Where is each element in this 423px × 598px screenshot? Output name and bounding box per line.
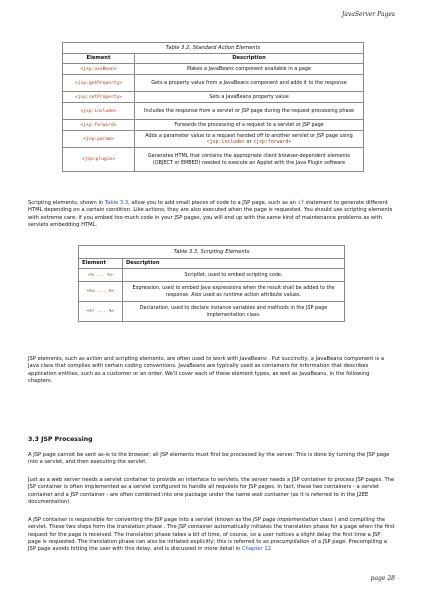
- element-description: Makes a JavaBeans component available in a page: [135, 64, 364, 75]
- link-table-3-3[interactable]: Table 3.3: [104, 200, 129, 206]
- element-code: <jsp:plugin>: [81, 157, 116, 163]
- table-scripting-elements: [78, 245, 345, 322]
- table-row: [79, 269, 345, 282]
- element-code: <%! ... %>: [86, 309, 115, 315]
- paragraph-javabeans: JSP elements, such as action and scripting elements, are often used to work with JavaBeans . Put succinctly, a JavaBeans component is a Java class that complies with certain coding conventions. JavaBeans are typically used as containers for information that describes application entities, such as a customer or an order. We'll cover each of these element types, as well as JavaBeans, in the following chapters.: [28, 356, 385, 384]
- link-chapter-12[interactable]: Chapter 12: [241, 546, 271, 553]
- table-row: [63, 64, 364, 75]
- table-header-description: Description: [123, 259, 345, 269]
- inline-code: if: [297, 200, 304, 206]
- table-standard-action-elements: [62, 42, 364, 172]
- paragraph-processing-2: Just as a web server needs a servlet container to provide an interface to servlets, the server needs a JSP container to process JSP pages. The JSP container is often implemented as a servlet configured to handle all requests for JSP pages. In fact, these two containers - a servlet container and a JSP container - are often combined into one package under the name web container (as it is referred to in the J2EE documentation).: [28, 477, 395, 505]
- element-description: Includes the response from a servlet or JSP page during the request processing phase: [135, 103, 364, 120]
- paragraph-processing-3: A JSP container is responsible for converting the JSP page into a servlet (known as the JSP page implementation class ) and compiling the servlet. These two steps form the translation phase . The JSP container automatically initiates the translation phase for a page when the first request for the page is received. The translation phase takes a bit of time, of course, so a user notices a slight delay the first time a JSP page is requested. The translation phase can also be initiated explicitly; this is referred to as precompilation of a JSP page. Precompiling a JSP page avoids hitting the user with this delay, and is discussed in more detail in Chapter 12.: [28, 517, 395, 553]
- table-caption: Table 3.3, Scripting Elements: [79, 246, 345, 259]
- page-number: page 28: [370, 575, 395, 582]
- table-header-description: Description: [135, 54, 364, 64]
- table-header-element: Element: [79, 259, 123, 269]
- inline-code: <jsp:include>: [206, 139, 245, 145]
- element-description: Generates HTML that contains the appropriate client browser-dependent elements (OBJECT or EMBED) needed to execute an Applet with the Java Plugin software: [135, 148, 364, 172]
- inline-code: <jsp:forward>: [253, 139, 292, 145]
- element-code: <% ... %>: [88, 272, 113, 278]
- running-header: JavaServer Pages: [341, 11, 395, 18]
- table-caption: Table 3.2, Standard Action Elements: [63, 43, 364, 54]
- table-row: [63, 92, 364, 103]
- paragraph-scripting-elements: Scripting elements, shown in Table 3.3, allow you to add small pieces of code to a JSP page, such as an if statement to generate different HTML depending on a certain condition. Like actions, they are also executed when the page is requested. You should use scripting elements with extreme care: if you embed too much code in your JSP pages, you will end up with the same kind of maintenance problems as with servlets embedding HTML.: [28, 200, 393, 228]
- element-code: <jsp:getProperty>: [74, 80, 123, 86]
- table-row: [63, 131, 364, 148]
- element-description: Declaration, used to declare instance variables and methods in the JSP page implementation class.: [123, 302, 345, 322]
- element-description: Sets a JavaBeans property value: [135, 92, 364, 103]
- element-description: Scriptlet, used to embed scripting code.: [123, 269, 345, 282]
- table-row: [63, 120, 364, 131]
- paragraph-processing-1: A JSP page cannot be sent as-is to the browser; all JSP elements must first be processed by the server. This is done by turning the JSP page into a servlet, and then executing the servlet.: [28, 452, 390, 466]
- table-row: [63, 148, 364, 172]
- table-row: [79, 302, 345, 322]
- element-description: Gets a property value from a JavaBeans component and adds it to the response: [135, 75, 364, 92]
- table-row: [63, 103, 364, 120]
- table-row: [79, 282, 345, 302]
- element-description: Expression, used to embed Java expressions when the result shall be added to the response. Also used as runtime action attribute values.: [123, 282, 345, 302]
- table-row: [63, 75, 364, 92]
- table-header-element: Element: [63, 54, 135, 64]
- element-code: <jsp:setProperty>: [74, 94, 123, 100]
- element-description: Forwards the processing of a request to a servlet or JSP page: [135, 120, 364, 131]
- element-description: Adds a parameter value to a request handed off to another servlet or JSP page using <jsp:include> or <jsp:forward>: [135, 131, 364, 148]
- element-code: <jsp:include>: [80, 108, 117, 114]
- element-code: <%= ... %>: [86, 289, 115, 295]
- element-code: <jsp:forward>: [80, 122, 117, 128]
- section-title: 3.3 JSP Processing: [28, 436, 93, 443]
- element-code: <jsp:param>: [83, 136, 114, 142]
- element-code: <jsp:useBean>: [80, 66, 117, 72]
